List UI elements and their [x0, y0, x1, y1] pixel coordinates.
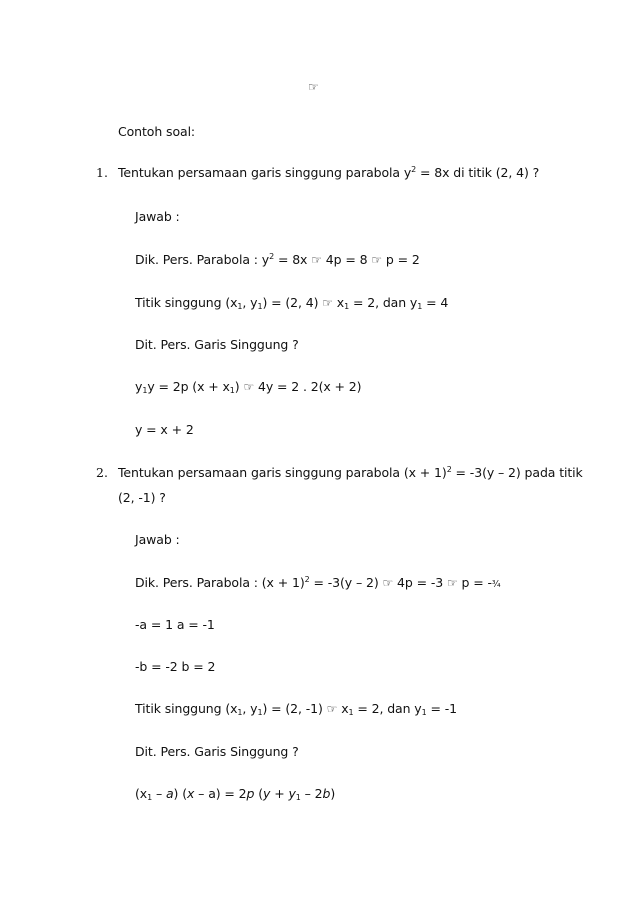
- heading: Contoh soal:: [118, 124, 196, 139]
- jawab-label: Jawab :: [135, 532, 180, 547]
- dit-line: Dit. Pers. Garis Singgung ?: [135, 337, 299, 352]
- jawab-label: Jawab :: [135, 209, 180, 224]
- pointing-hand-icon: ☞: [311, 253, 322, 267]
- problem-number: 1.: [96, 165, 108, 180]
- pointing-hand-icon: ☞: [382, 576, 394, 590]
- titik-singgung-line: Titik singgung ($x_1$, $y_1) = (2$, -1) ☞ $x_1 = 2$, dan $y_1 = -1$: [135, 701, 457, 717]
- b-value-line: -b = -2 b = 2: [135, 659, 216, 674]
- problem-question: Tentukan persamaan garis singgung parabola $(x + 1)^2 = -3(y - 2)$ pada titik: [118, 465, 583, 480]
- problem-question: Tentukan persamaan garis singgung parabola $y^2 = 8x$ di titik (2, 4) ?: [118, 165, 540, 180]
- pointing-hand-icon: ☞: [371, 253, 382, 267]
- equation-line: $y_1y = 2p$ $(x + x_1)$ ☞ 4y = 2 . 2(x + 2): [135, 379, 362, 395]
- a-value-line: -a = 1 a = -1: [135, 617, 215, 632]
- pointing-hand-icon: ☞: [322, 296, 333, 310]
- equation-line: $(x_1 - a)$ (x – a) = 2p $(y + y_1 - 2b)$: [135, 786, 336, 802]
- pointing-hand-icon: ☞: [446, 576, 458, 590]
- pointing-hand-icon: ☞: [308, 80, 319, 94]
- titik-singgung-line: Titik singgung ($x_1$, $y_1) = (2$, 4) ☞ $x_1 = 2$, dan $y_1 = 4$: [135, 295, 449, 311]
- problem-question-cont: (2, -1) ?: [118, 490, 166, 505]
- dit-line: Dit. Pers. Garis Singgung ?: [135, 744, 299, 759]
- dik-line: Dik. Pers. Parabola : $y^2 = 8x$ ☞ 4p = 8 ☞ p = 2: [135, 252, 420, 267]
- pointing-hand-icon: ☞: [243, 380, 255, 394]
- pointing-hand-icon: ☞: [326, 702, 338, 716]
- result-line: y = x + 2: [135, 422, 194, 437]
- problem-number: 2.: [96, 465, 108, 480]
- dik-line: Dik. Pers. Parabola : $(x + 1)^2 = -3(y - 2)$ ☞ 4p = -3 ☞ p = -¾: [135, 575, 501, 590]
